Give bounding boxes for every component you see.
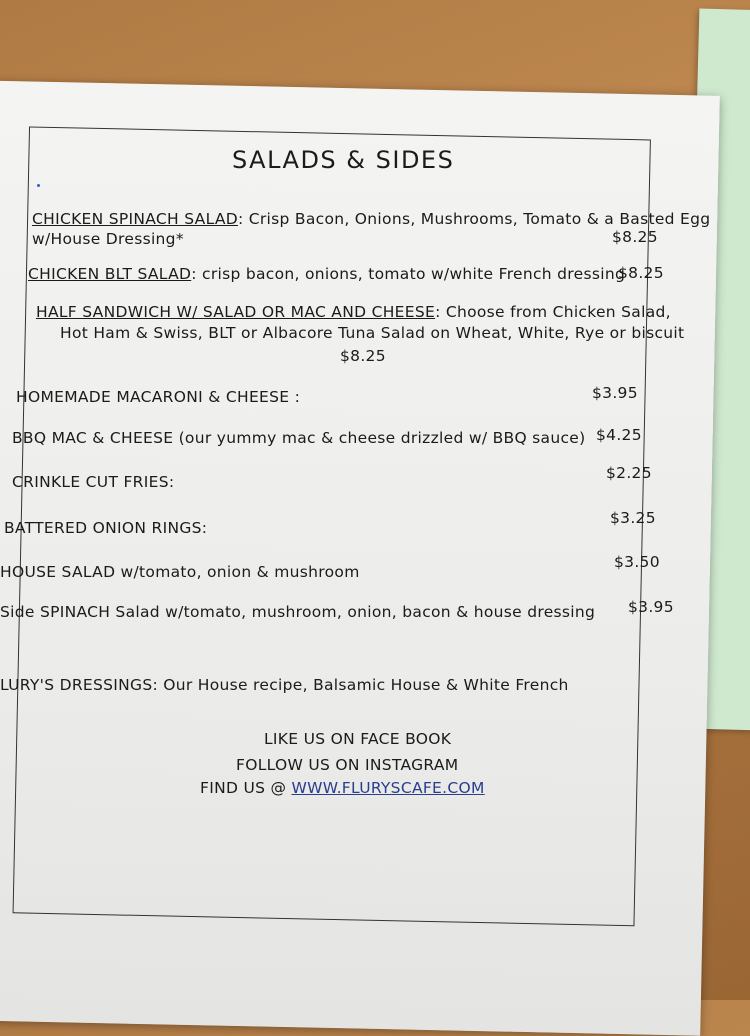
item-price: $3.25 (610, 509, 656, 527)
item-price: $8.25 (612, 228, 658, 246)
item-desc: : Choose from Chicken Salad, (435, 303, 671, 321)
item-desc-cont: Hot Ham & Swiss, BLT or Albacore Tuna Salad on Wheat, White, Rye or biscuit (60, 324, 685, 342)
find-us-line (200, 779, 485, 797)
item-name: CHICKEN BLT SALAD (28, 265, 192, 283)
item-price: $2.25 (606, 464, 652, 482)
menu-item-side-spinach-salad: Side SPINACH Salad w/tomato, mushroom, onion, bacon & house dressing (0, 603, 596, 621)
item-price: $3.95 (628, 598, 674, 616)
menu-item-chicken-spinach-salad (32, 210, 710, 228)
ink-dot (37, 184, 40, 187)
find-us-prefix: FIND US @ (200, 779, 292, 797)
menu-item-bbq-mac: BBQ MAC & CHEESE (our yummy mac & cheese drizzled w/ BBQ sauce) (12, 429, 586, 447)
item-desc: : crisp bacon, onions, tomato w/white French dressing (191, 265, 626, 283)
menu-item-crinkle-fries: CRINKLE CUT FRIES: (12, 473, 175, 491)
facebook-text: LIKE US ON FACE BOOK (264, 730, 452, 748)
item-price: $3.50 (614, 553, 660, 571)
menu-item-chicken-blt-salad (28, 265, 625, 283)
item-desc-cont: w/House Dressing* (32, 230, 184, 248)
website-link[interactable]: WWW.FLURYSCAFE.COM (291, 779, 485, 797)
item-price: $3.95 (592, 384, 638, 402)
page-title: SALADS & SIDES (232, 146, 455, 174)
item-price: $8.25 (340, 347, 386, 365)
instagram-text: FOLLOW US ON INSTAGRAM (236, 756, 459, 774)
menu-item-house-salad: HOUSE SALAD w/tomato, onion & mushroom (0, 563, 360, 581)
item-price: $4.25 (596, 426, 642, 444)
menu-item-homemade-mac: HOMEMADE MACARONI & CHEESE : (16, 388, 301, 406)
item-desc: : Crisp Bacon, Onions, Mushrooms, Tomato & a Basted Egg (238, 210, 711, 228)
menu-item-onion-rings: BATTERED ONION RINGS: (4, 519, 208, 537)
item-name: HALF SANDWICH W/ SALAD OR MAC AND CHEESE (36, 303, 436, 321)
dressings-note: LURY'S DRESSINGS: Our House recipe, Balsamic House & White French (0, 676, 569, 694)
item-price: $8.25 (618, 264, 664, 282)
item-name: CHICKEN SPINACH SALAD (32, 210, 238, 228)
menu-item-half-sandwich (36, 303, 671, 321)
